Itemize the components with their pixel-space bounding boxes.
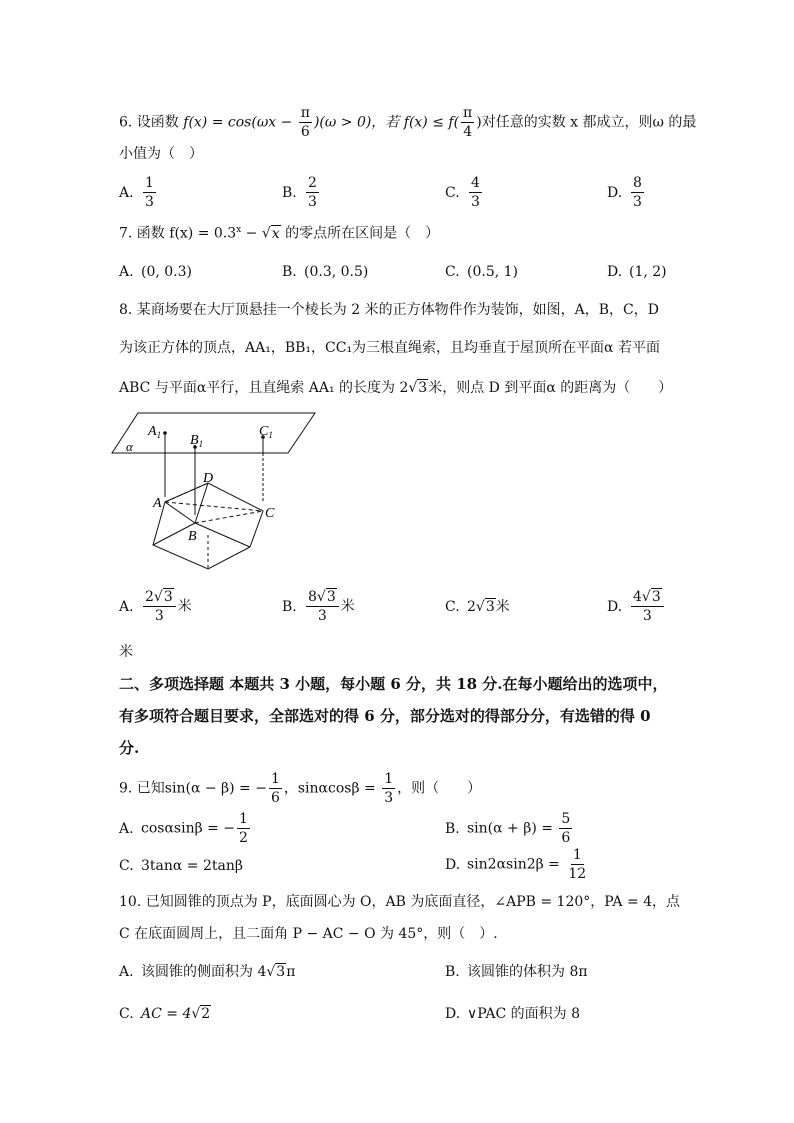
label-b1 (190, 433, 203, 449)
q6-option-a[interactable] (119, 176, 158, 209)
q8-sqrt: √3 (408, 380, 428, 396)
frac-den: 3 (642, 608, 652, 624)
edge-db (195, 483, 208, 523)
q10-stem-line1: 10. 已知圆锥的顶点为 P，底面圆心为 O，AB 为底面直径，∠APB = 120°，PA = 4，点 (119, 894, 681, 910)
q8-stem-tail: 米，则点 D 到平面α 的距离为（ ） (428, 380, 673, 396)
q7-function: 7. 函数 f(x) = 0.3 (119, 225, 237, 242)
option-text: sin2αsin2β = (467, 856, 565, 873)
point-a1 (163, 431, 167, 435)
option-label: B. (282, 184, 297, 201)
q6-condition: )(ω > 0)，若 f(x) ≤ f( (313, 114, 460, 131)
q8-option-c[interactable]: C. 2√3米 (445, 599, 510, 615)
option-fraction (306, 176, 319, 209)
frac-num: 4 (471, 175, 480, 191)
option-text: cosαsinβ = − (141, 820, 236, 837)
label-c1-sub: 1 (268, 430, 273, 440)
frac-den: 3 (317, 608, 327, 624)
q9-option-a[interactable] (119, 812, 252, 845)
label-a1-letter: A (148, 424, 157, 439)
option-label: C. (445, 184, 460, 201)
q6-pi-over-6 (299, 106, 312, 139)
frac-num: 2 (308, 175, 317, 191)
root-arg: 3 (651, 589, 661, 605)
q8-option-d[interactable] (607, 590, 666, 623)
q6-pi-2: π (463, 105, 473, 121)
q9-stem-tail: ，则（ ） (397, 780, 482, 797)
option-label: C. (119, 858, 134, 874)
edge-b-right (195, 523, 250, 547)
option-text: (1, 2) (629, 264, 667, 280)
option-label: D. (445, 856, 461, 873)
q7-option-a[interactable] (119, 262, 192, 282)
unit: 米 (340, 598, 355, 615)
frac-num: 1 (145, 175, 154, 191)
frac-den: 3 (154, 608, 164, 624)
frac-num: 2√3 (143, 590, 176, 607)
q8-cube-figure (110, 405, 325, 575)
root-arg: 2 (201, 1006, 211, 1022)
q10-option-d[interactable] (445, 1004, 580, 1024)
q8-option-b[interactable] (282, 590, 355, 623)
q7-option-c[interactable] (445, 262, 518, 282)
label-a: A (153, 496, 162, 511)
q9-option-b[interactable] (445, 812, 574, 845)
q7-stem-tail: 的零点所在区间是（ ） (280, 225, 440, 242)
option-label: B. (445, 964, 460, 980)
label-c1 (259, 424, 273, 440)
q7-sqrt: √x (261, 225, 280, 242)
option-fraction (631, 176, 644, 209)
q9-option-c[interactable] (119, 856, 243, 876)
option-label: A. (119, 184, 134, 201)
option-label: D. (607, 598, 623, 615)
option-label: A. (119, 964, 134, 980)
option-fraction (469, 176, 482, 209)
q10-option-c[interactable]: C. AC = 4√2 (119, 1006, 211, 1022)
option-fraction (631, 590, 664, 623)
frac-den: 3 (308, 194, 317, 210)
q9-stem (119, 772, 481, 805)
coef: 8 (308, 589, 317, 605)
option-text: 该圆锥的侧面积为 4 (141, 964, 267, 980)
frac-num: 1 (572, 847, 582, 863)
q7-sqrt-arg: x (271, 225, 280, 242)
q6-option-b[interactable] (282, 176, 321, 209)
option-label: A. (119, 598, 134, 615)
q8-stem-line3 (119, 378, 672, 398)
option-label: A. (119, 820, 134, 837)
option-text: (0, 0.3) (141, 264, 192, 280)
unit: 米 (495, 599, 510, 615)
label-c1-letter: C (259, 424, 269, 439)
coef: 4 (633, 589, 642, 605)
q9-option-d[interactable] (445, 848, 590, 881)
q6-pi-over-4 (461, 106, 474, 139)
label-alpha: α (126, 439, 133, 454)
option-label: C. (445, 599, 460, 615)
option-label: B. (282, 598, 297, 615)
unit: 米 (177, 598, 192, 615)
q10-option-b[interactable] (445, 962, 588, 982)
q8-stem-line1: 8. 某商场要在大厅顶悬挂一个棱长为 2 米的正方体物件作为装饰，如图，A，B，C，D (119, 302, 659, 318)
frac-den: 2 (239, 830, 248, 846)
q6-stem-text: 6. 设函数 (119, 114, 179, 131)
option-text: (0.5, 1) (467, 264, 518, 280)
label-b: B (188, 529, 197, 544)
option-fraction (237, 812, 250, 845)
label-a1 (147, 424, 161, 440)
q8-stem-text: ABC 与平面α平行，且直绳索 AA₁ 的长度为 2 (119, 380, 409, 396)
q9-fraction-1 (269, 772, 282, 805)
option-label: C. (119, 1006, 134, 1022)
plane-alpha (112, 413, 315, 453)
q10-option-a[interactable]: A. 该圆锥的侧面积为 4√3π (119, 964, 296, 980)
option-text: sin(α + β) = (467, 820, 558, 837)
q7-exponent: x (236, 225, 242, 235)
root-arg: 3 (163, 589, 173, 605)
q8-option-d-unit: 米 (119, 644, 133, 660)
label-c: C (265, 506, 275, 521)
q6-stem-tail: )对任意的实数 x 都成立，则ω 的最 (476, 114, 697, 131)
coef: 2 (467, 599, 476, 615)
q8-sqrt-arg: 3 (418, 380, 428, 396)
frac-num: 1 (384, 771, 394, 787)
frac-den: 6 (270, 790, 280, 806)
label-b1-sub: 1 (198, 439, 204, 449)
frac-den: 12 (568, 866, 587, 882)
root-arg: 3 (326, 589, 336, 605)
section2-heading-line3: 分. (119, 739, 140, 757)
option-text: 3tanα = 2tanβ (141, 858, 243, 874)
frac-den: 3 (145, 194, 154, 210)
option-label: D. (607, 184, 623, 201)
option-text: AC = 4 (141, 1006, 192, 1022)
section2-heading-line2: 有多项符合题目要求，全部选对的得 6 分，部分选对的得部分分，有选错的得 0 (119, 707, 651, 725)
option-text: ∨PAC 的面积为 8 (467, 1006, 581, 1022)
label-a1-sub: 1 (156, 430, 162, 440)
q9-fraction-2 (382, 772, 395, 805)
option-tail: π (286, 964, 296, 980)
frac-num: 1 (239, 811, 248, 827)
frac-num: 1 (270, 771, 280, 787)
cube-outline (153, 483, 263, 569)
option-fraction (143, 176, 156, 209)
option-text: (0.3, 0.5) (304, 264, 369, 280)
q6-stem (119, 106, 696, 139)
frac-den: 3 (471, 194, 480, 210)
label-b1-letter: B (190, 433, 199, 448)
frac-num: 8√3 (306, 590, 339, 607)
option-fraction (306, 590, 339, 623)
option-label: B. (282, 264, 297, 280)
option-label: B. (445, 820, 460, 837)
frac-den: 3 (633, 194, 642, 210)
frac-num: 8 (633, 175, 642, 191)
q6-option-c[interactable] (445, 176, 484, 209)
edge-bc-dashed (195, 511, 263, 523)
q7-option-b[interactable] (282, 262, 368, 282)
section2-heading-line1: 二、多项选择题 本题共 3 小题，每小题 6 分，共 18 分.在每小题给出的选项中， (119, 675, 668, 693)
q8-stem-line2: 为该正方体的顶点，AA₁，BB₁，CC₁为三根直绳索，且均垂直于屋顶所在平面α 若平面 (119, 340, 660, 356)
frac-den: 6 (561, 830, 571, 846)
root-arg: 3 (276, 964, 286, 980)
edge-ab (165, 502, 195, 523)
option-label: D. (607, 264, 623, 280)
q9-condition-1: 9. 已知sin(α − β) = − (119, 780, 267, 797)
q9-condition-2: ，sinαcosβ = (283, 780, 381, 797)
q6-function: f(x) = cos(ωx − (183, 114, 297, 131)
frac-den: 3 (384, 790, 394, 806)
q7-stem (119, 220, 439, 244)
frac-num: 5 (561, 811, 571, 827)
q6-option-d[interactable] (607, 176, 646, 209)
root-arg: 3 (485, 599, 495, 615)
q6-pi: π (300, 105, 310, 121)
q8-option-a[interactable] (119, 590, 192, 623)
frac-num: 4√3 (631, 590, 664, 607)
q6-six: 6 (300, 124, 310, 140)
coef: 2 (145, 589, 154, 605)
option-text: 该圆锥的体积为 8π (467, 964, 588, 980)
option-fraction (566, 848, 588, 881)
q7-minus: − (241, 225, 262, 242)
option-label: C. (445, 264, 460, 280)
option-fraction (143, 590, 176, 623)
q7-option-d[interactable] (607, 262, 667, 282)
q6-four: 4 (463, 124, 473, 140)
option-label: D. (445, 1006, 461, 1022)
label-d: D (203, 471, 214, 486)
option-fraction (559, 812, 572, 845)
q6-stem-line2: 小值为（ ） (119, 146, 203, 162)
q10-stem-line2: C 在底面圆周上，且二面角 P − AC − O 为 45°，则（ ）. (119, 926, 498, 942)
option-label: A. (119, 264, 134, 280)
